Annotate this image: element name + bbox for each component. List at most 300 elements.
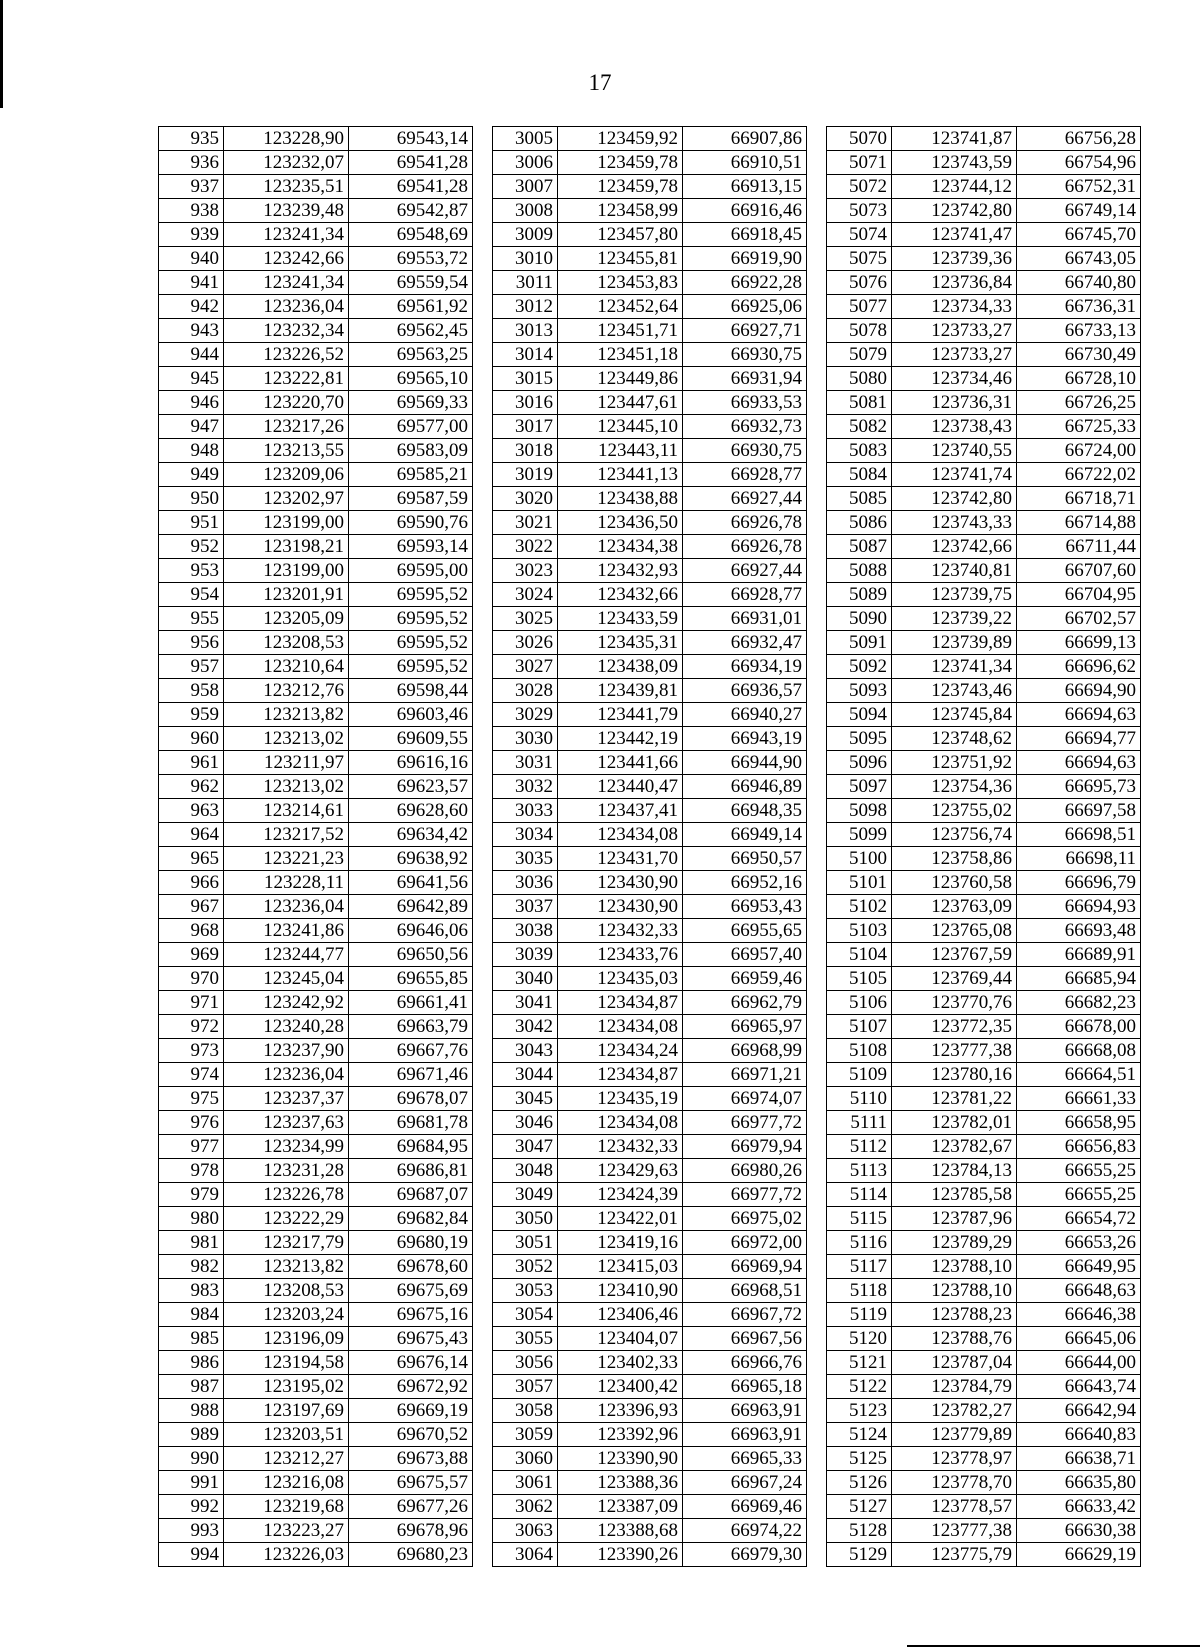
point-number-cell: 980: [159, 1207, 224, 1231]
column-gap: [473, 799, 493, 823]
column-gap: [473, 607, 493, 631]
table-row: [159, 991, 1141, 1015]
table-row: [159, 823, 1141, 847]
x-coordinate-cell: 123436,50: [558, 511, 683, 535]
y-coordinate-cell: 66965,33: [683, 1447, 807, 1471]
y-coordinate-cell: 69541,28: [349, 175, 473, 199]
column-gap: [807, 1375, 827, 1399]
y-coordinate-cell: 66702,57: [1017, 607, 1141, 631]
y-coordinate-cell: 66967,24: [683, 1471, 807, 1495]
column-gap: [473, 295, 493, 319]
x-coordinate-cell: 123241,34: [224, 223, 349, 247]
point-number-cell: 5121: [827, 1351, 892, 1375]
table-row: [159, 1375, 1141, 1399]
x-coordinate-cell: 123754,36: [892, 775, 1017, 799]
table-row: [159, 1039, 1141, 1063]
x-coordinate-cell: 123432,93: [558, 559, 683, 583]
x-coordinate-cell: 123781,22: [892, 1087, 1017, 1111]
y-coordinate-cell: 69642,89: [349, 895, 473, 919]
table-row: [159, 1519, 1141, 1543]
y-coordinate-cell: 66916,46: [683, 199, 807, 223]
point-number-cell: 957: [159, 655, 224, 679]
column-gap: [807, 487, 827, 511]
x-coordinate-cell: 123429,63: [558, 1159, 683, 1183]
point-number-cell: 5085: [827, 487, 892, 511]
column-gap: [473, 439, 493, 463]
column-gap: [473, 1303, 493, 1327]
point-number-cell: 3006: [493, 151, 558, 175]
point-number-cell: 5129: [827, 1543, 892, 1567]
point-number-cell: 3034: [493, 823, 558, 847]
point-number-cell: 993: [159, 1519, 224, 1543]
point-number-cell: 3029: [493, 703, 558, 727]
point-number-cell: 3052: [493, 1255, 558, 1279]
point-number-cell: 5100: [827, 847, 892, 871]
column-gap: [473, 127, 493, 151]
x-coordinate-cell: 123769,44: [892, 967, 1017, 991]
column-gap: [473, 199, 493, 223]
y-coordinate-cell: 66933,53: [683, 391, 807, 415]
x-coordinate-cell: 123434,24: [558, 1039, 683, 1063]
x-coordinate-cell: 123244,77: [224, 943, 349, 967]
point-number-cell: 5126: [827, 1471, 892, 1495]
point-number-cell: 5128: [827, 1519, 892, 1543]
x-coordinate-cell: 123756,74: [892, 823, 1017, 847]
column-gap: [473, 367, 493, 391]
point-number-cell: 5071: [827, 151, 892, 175]
point-number-cell: 972: [159, 1015, 224, 1039]
point-number-cell: 5091: [827, 631, 892, 655]
point-number-cell: 3015: [493, 367, 558, 391]
column-gap: [807, 631, 827, 655]
y-coordinate-cell: 69673,88: [349, 1447, 473, 1471]
x-coordinate-cell: 123228,11: [224, 871, 349, 895]
column-gap: [473, 1111, 493, 1135]
point-number-cell: 984: [159, 1303, 224, 1327]
x-coordinate-cell: 123743,59: [892, 151, 1017, 175]
table-row: [159, 439, 1141, 463]
y-coordinate-cell: 66668,08: [1017, 1039, 1141, 1063]
x-coordinate-cell: 123451,18: [558, 343, 683, 367]
point-number-cell: 5114: [827, 1183, 892, 1207]
y-coordinate-cell: 66697,58: [1017, 799, 1141, 823]
column-gap: [473, 511, 493, 535]
x-coordinate-cell: 123739,22: [892, 607, 1017, 631]
y-coordinate-cell: 69634,42: [349, 823, 473, 847]
table-row: [159, 535, 1141, 559]
column-gap: [473, 343, 493, 367]
y-coordinate-cell: 66974,07: [683, 1087, 807, 1111]
y-coordinate-cell: 66926,78: [683, 511, 807, 535]
y-coordinate-cell: 66980,26: [683, 1159, 807, 1183]
point-number-cell: 5086: [827, 511, 892, 535]
y-coordinate-cell: 66733,13: [1017, 319, 1141, 343]
x-coordinate-cell: 123242,92: [224, 991, 349, 1015]
x-coordinate-cell: 123434,87: [558, 991, 683, 1015]
point-number-cell: 5078: [827, 319, 892, 343]
point-number-cell: 3022: [493, 535, 558, 559]
y-coordinate-cell: 66944,90: [683, 751, 807, 775]
x-coordinate-cell: 123733,27: [892, 319, 1017, 343]
y-coordinate-cell: 69561,92: [349, 295, 473, 319]
x-coordinate-cell: 123459,78: [558, 151, 683, 175]
y-coordinate-cell: 69687,07: [349, 1183, 473, 1207]
y-coordinate-cell: 69595,52: [349, 583, 473, 607]
y-coordinate-cell: 69667,76: [349, 1039, 473, 1063]
point-number-cell: 949: [159, 463, 224, 487]
y-coordinate-cell: 66704,95: [1017, 583, 1141, 607]
table-row: [159, 871, 1141, 895]
table-row: [159, 1231, 1141, 1255]
column-gap: [807, 1039, 827, 1063]
column-gap: [807, 559, 827, 583]
column-gap: [807, 1495, 827, 1519]
table-row: [159, 127, 1141, 151]
y-coordinate-cell: 66694,90: [1017, 679, 1141, 703]
column-gap: [807, 775, 827, 799]
y-coordinate-cell: 69623,57: [349, 775, 473, 799]
point-number-cell: 947: [159, 415, 224, 439]
x-coordinate-cell: 123767,59: [892, 943, 1017, 967]
y-coordinate-cell: 66967,56: [683, 1327, 807, 1351]
y-coordinate-cell: 69541,28: [349, 151, 473, 175]
column-gap: [473, 1255, 493, 1279]
column-gap: [807, 607, 827, 631]
y-coordinate-cell: 66725,33: [1017, 415, 1141, 439]
column-gap: [473, 1015, 493, 1039]
y-coordinate-cell: 66925,06: [683, 295, 807, 319]
column-gap: [807, 1519, 827, 1543]
table-row: [159, 703, 1141, 727]
point-number-cell: 936: [159, 151, 224, 175]
table-row: [159, 1063, 1141, 1087]
x-coordinate-cell: 123208,53: [224, 1279, 349, 1303]
y-coordinate-cell: 66745,70: [1017, 223, 1141, 247]
column-gap: [473, 943, 493, 967]
point-number-cell: 5101: [827, 871, 892, 895]
point-number-cell: 943: [159, 319, 224, 343]
x-coordinate-cell: 123758,86: [892, 847, 1017, 871]
point-number-cell: 5097: [827, 775, 892, 799]
y-coordinate-cell: 69577,00: [349, 415, 473, 439]
column-gap: [807, 1063, 827, 1087]
y-coordinate-cell: 66655,25: [1017, 1159, 1141, 1183]
y-coordinate-cell: 66907,86: [683, 127, 807, 151]
x-coordinate-cell: 123221,23: [224, 847, 349, 871]
column-gap: [473, 151, 493, 175]
table-row: [159, 1135, 1141, 1159]
y-coordinate-cell: 66932,73: [683, 415, 807, 439]
x-coordinate-cell: 123788,76: [892, 1327, 1017, 1351]
y-coordinate-cell: 69583,09: [349, 439, 473, 463]
x-coordinate-cell: 123741,34: [892, 655, 1017, 679]
point-number-cell: 3053: [493, 1279, 558, 1303]
column-gap: [473, 1447, 493, 1471]
y-coordinate-cell: 69569,33: [349, 391, 473, 415]
x-coordinate-cell: 123789,29: [892, 1231, 1017, 1255]
point-number-cell: 3039: [493, 943, 558, 967]
y-coordinate-cell: 66698,11: [1017, 847, 1141, 871]
x-coordinate-cell: 123402,33: [558, 1351, 683, 1375]
x-coordinate-cell: 123232,07: [224, 151, 349, 175]
y-coordinate-cell: 66946,89: [683, 775, 807, 799]
point-number-cell: 3061: [493, 1471, 558, 1495]
point-number-cell: 3009: [493, 223, 558, 247]
y-coordinate-cell: 69663,79: [349, 1015, 473, 1039]
y-coordinate-cell: 66953,43: [683, 895, 807, 919]
table-row: [159, 943, 1141, 967]
y-coordinate-cell: 66722,02: [1017, 463, 1141, 487]
x-coordinate-cell: 123743,33: [892, 511, 1017, 535]
column-gap: [807, 439, 827, 463]
point-number-cell: 979: [159, 1183, 224, 1207]
x-coordinate-cell: 123237,90: [224, 1039, 349, 1063]
table-row: [159, 1015, 1141, 1039]
table-row: [159, 631, 1141, 655]
y-coordinate-cell: 69677,26: [349, 1495, 473, 1519]
point-number-cell: 5084: [827, 463, 892, 487]
y-coordinate-cell: 66694,93: [1017, 895, 1141, 919]
point-number-cell: 5096: [827, 751, 892, 775]
point-number-cell: 5073: [827, 199, 892, 223]
table-row: [159, 799, 1141, 823]
y-coordinate-cell: 69585,21: [349, 463, 473, 487]
table-row: [159, 247, 1141, 271]
table-row: [159, 1327, 1141, 1351]
table-row: [159, 1399, 1141, 1423]
x-coordinate-cell: 123785,58: [892, 1183, 1017, 1207]
column-gap: [807, 1135, 827, 1159]
point-number-cell: 5079: [827, 343, 892, 367]
x-coordinate-cell: 123228,90: [224, 127, 349, 151]
x-coordinate-cell: 123434,38: [558, 535, 683, 559]
column-gap: [473, 583, 493, 607]
x-coordinate-cell: 123217,52: [224, 823, 349, 847]
column-gap: [807, 823, 827, 847]
point-number-cell: 5103: [827, 919, 892, 943]
point-number-cell: 988: [159, 1399, 224, 1423]
y-coordinate-cell: 66699,13: [1017, 631, 1141, 655]
column-gap: [473, 1183, 493, 1207]
y-coordinate-cell: 66927,44: [683, 559, 807, 583]
y-coordinate-cell: 66743,05: [1017, 247, 1141, 271]
y-coordinate-cell: 69590,76: [349, 511, 473, 535]
x-coordinate-cell: 123220,70: [224, 391, 349, 415]
column-gap: [807, 943, 827, 967]
x-coordinate-cell: 123434,08: [558, 1015, 683, 1039]
column-gap: [473, 1327, 493, 1351]
point-number-cell: 3027: [493, 655, 558, 679]
point-number-cell: 965: [159, 847, 224, 871]
column-gap: [807, 967, 827, 991]
x-coordinate-cell: 123777,38: [892, 1039, 1017, 1063]
column-gap: [473, 751, 493, 775]
column-gap: [807, 1255, 827, 1279]
point-number-cell: 956: [159, 631, 224, 655]
x-coordinate-cell: 123213,02: [224, 727, 349, 751]
point-number-cell: 5098: [827, 799, 892, 823]
column-gap: [473, 703, 493, 727]
y-coordinate-cell: 66972,00: [683, 1231, 807, 1255]
x-coordinate-cell: 123424,39: [558, 1183, 683, 1207]
table-row: [159, 1087, 1141, 1111]
point-number-cell: 3042: [493, 1015, 558, 1039]
x-coordinate-cell: 123213,82: [224, 703, 349, 727]
point-number-cell: 5081: [827, 391, 892, 415]
x-coordinate-cell: 123434,08: [558, 823, 683, 847]
x-coordinate-cell: 123213,82: [224, 1255, 349, 1279]
x-coordinate-cell: 123216,08: [224, 1471, 349, 1495]
column-gap: [473, 655, 493, 679]
y-coordinate-cell: 66959,46: [683, 967, 807, 991]
column-gap: [473, 247, 493, 271]
table-row: [159, 1351, 1141, 1375]
y-coordinate-cell: 66965,97: [683, 1015, 807, 1039]
table-row: [159, 679, 1141, 703]
point-number-cell: 3051: [493, 1231, 558, 1255]
column-gap: [807, 1087, 827, 1111]
x-coordinate-cell: 123788,23: [892, 1303, 1017, 1327]
x-coordinate-cell: 123742,66: [892, 535, 1017, 559]
point-number-cell: 5092: [827, 655, 892, 679]
column-gap: [807, 391, 827, 415]
point-number-cell: 3045: [493, 1087, 558, 1111]
point-number-cell: 5083: [827, 439, 892, 463]
point-number-cell: 5107: [827, 1015, 892, 1039]
point-number-cell: 944: [159, 343, 224, 367]
column-gap: [807, 1327, 827, 1351]
x-coordinate-cell: 123231,28: [224, 1159, 349, 1183]
point-number-cell: 976: [159, 1111, 224, 1135]
point-number-cell: 954: [159, 583, 224, 607]
y-coordinate-cell: 66707,60: [1017, 559, 1141, 583]
column-gap: [473, 487, 493, 511]
x-coordinate-cell: 123209,06: [224, 463, 349, 487]
x-coordinate-cell: 123442,19: [558, 727, 683, 751]
column-gap: [807, 127, 827, 151]
x-coordinate-cell: 123451,71: [558, 319, 683, 343]
point-number-cell: 948: [159, 439, 224, 463]
x-coordinate-cell: 123778,70: [892, 1471, 1017, 1495]
point-number-cell: 3054: [493, 1303, 558, 1327]
y-coordinate-cell: 69675,57: [349, 1471, 473, 1495]
x-coordinate-cell: 123430,90: [558, 871, 683, 895]
y-coordinate-cell: 69681,78: [349, 1111, 473, 1135]
y-coordinate-cell: 66644,00: [1017, 1351, 1141, 1375]
y-coordinate-cell: 66957,40: [683, 943, 807, 967]
y-coordinate-cell: 66931,94: [683, 367, 807, 391]
column-gap: [807, 751, 827, 775]
x-coordinate-cell: 123400,42: [558, 1375, 683, 1399]
y-coordinate-cell: 66930,75: [683, 343, 807, 367]
column-gap: [473, 1063, 493, 1087]
point-number-cell: 3033: [493, 799, 558, 823]
point-number-cell: 5094: [827, 703, 892, 727]
x-coordinate-cell: 123784,79: [892, 1375, 1017, 1399]
point-number-cell: 3014: [493, 343, 558, 367]
table-row: [159, 1159, 1141, 1183]
point-number-cell: 3064: [493, 1543, 558, 1567]
x-coordinate-cell: 123459,78: [558, 175, 683, 199]
x-coordinate-cell: 123431,70: [558, 847, 683, 871]
x-coordinate-cell: 123226,78: [224, 1183, 349, 1207]
point-number-cell: 3036: [493, 871, 558, 895]
y-coordinate-cell: 66931,01: [683, 607, 807, 631]
x-coordinate-cell: 123777,38: [892, 1519, 1017, 1543]
column-gap: [473, 175, 493, 199]
column-gap: [473, 631, 493, 655]
x-coordinate-cell: 123784,13: [892, 1159, 1017, 1183]
y-coordinate-cell: 69675,43: [349, 1327, 473, 1351]
x-coordinate-cell: 123195,02: [224, 1375, 349, 1399]
y-coordinate-cell: 66646,38: [1017, 1303, 1141, 1327]
point-number-cell: 5112: [827, 1135, 892, 1159]
y-coordinate-cell: 69628,60: [349, 799, 473, 823]
column-gap: [807, 1231, 827, 1255]
column-gap: [473, 463, 493, 487]
x-coordinate-cell: 123234,99: [224, 1135, 349, 1159]
point-number-cell: 5074: [827, 223, 892, 247]
y-coordinate-cell: 69680,23: [349, 1543, 473, 1567]
y-coordinate-cell: 69548,69: [349, 223, 473, 247]
point-number-cell: 5109: [827, 1063, 892, 1087]
y-coordinate-cell: 69675,16: [349, 1303, 473, 1327]
y-coordinate-cell: 66740,80: [1017, 271, 1141, 295]
point-number-cell: 989: [159, 1423, 224, 1447]
y-coordinate-cell: 66694,63: [1017, 703, 1141, 727]
column-gap: [807, 199, 827, 223]
point-number-cell: 982: [159, 1255, 224, 1279]
x-coordinate-cell: 123438,88: [558, 487, 683, 511]
point-number-cell: 5117: [827, 1255, 892, 1279]
point-number-cell: 977: [159, 1135, 224, 1159]
point-number-cell: 5124: [827, 1423, 892, 1447]
table-row: [159, 367, 1141, 391]
x-coordinate-cell: 123457,80: [558, 223, 683, 247]
point-number-cell: 990: [159, 1447, 224, 1471]
y-coordinate-cell: 66936,57: [683, 679, 807, 703]
y-coordinate-cell: 66629,19: [1017, 1543, 1141, 1567]
column-gap: [807, 1303, 827, 1327]
x-coordinate-cell: 123443,11: [558, 439, 683, 463]
point-number-cell: 961: [159, 751, 224, 775]
y-coordinate-cell: 66967,72: [683, 1303, 807, 1327]
column-gap: [807, 151, 827, 175]
y-coordinate-cell: 66928,77: [683, 583, 807, 607]
x-coordinate-cell: 123455,81: [558, 247, 683, 271]
point-number-cell: 968: [159, 919, 224, 943]
point-number-cell: 951: [159, 511, 224, 535]
y-coordinate-cell: 66693,48: [1017, 919, 1141, 943]
point-number-cell: 3025: [493, 607, 558, 631]
point-number-cell: 5106: [827, 991, 892, 1015]
table-row: [159, 319, 1141, 343]
y-coordinate-cell: 66648,63: [1017, 1279, 1141, 1303]
x-coordinate-cell: 123236,04: [224, 895, 349, 919]
point-number-cell: 991: [159, 1471, 224, 1495]
x-coordinate-cell: 123212,27: [224, 1447, 349, 1471]
y-coordinate-cell: 69593,14: [349, 535, 473, 559]
column-gap: [473, 1135, 493, 1159]
y-coordinate-cell: 66643,74: [1017, 1375, 1141, 1399]
column-gap: [807, 679, 827, 703]
point-number-cell: 970: [159, 967, 224, 991]
x-coordinate-cell: 123459,92: [558, 127, 683, 151]
y-coordinate-cell: 66718,71: [1017, 487, 1141, 511]
x-coordinate-cell: 123432,33: [558, 1135, 683, 1159]
column-gap: [473, 895, 493, 919]
point-number-cell: 5095: [827, 727, 892, 751]
